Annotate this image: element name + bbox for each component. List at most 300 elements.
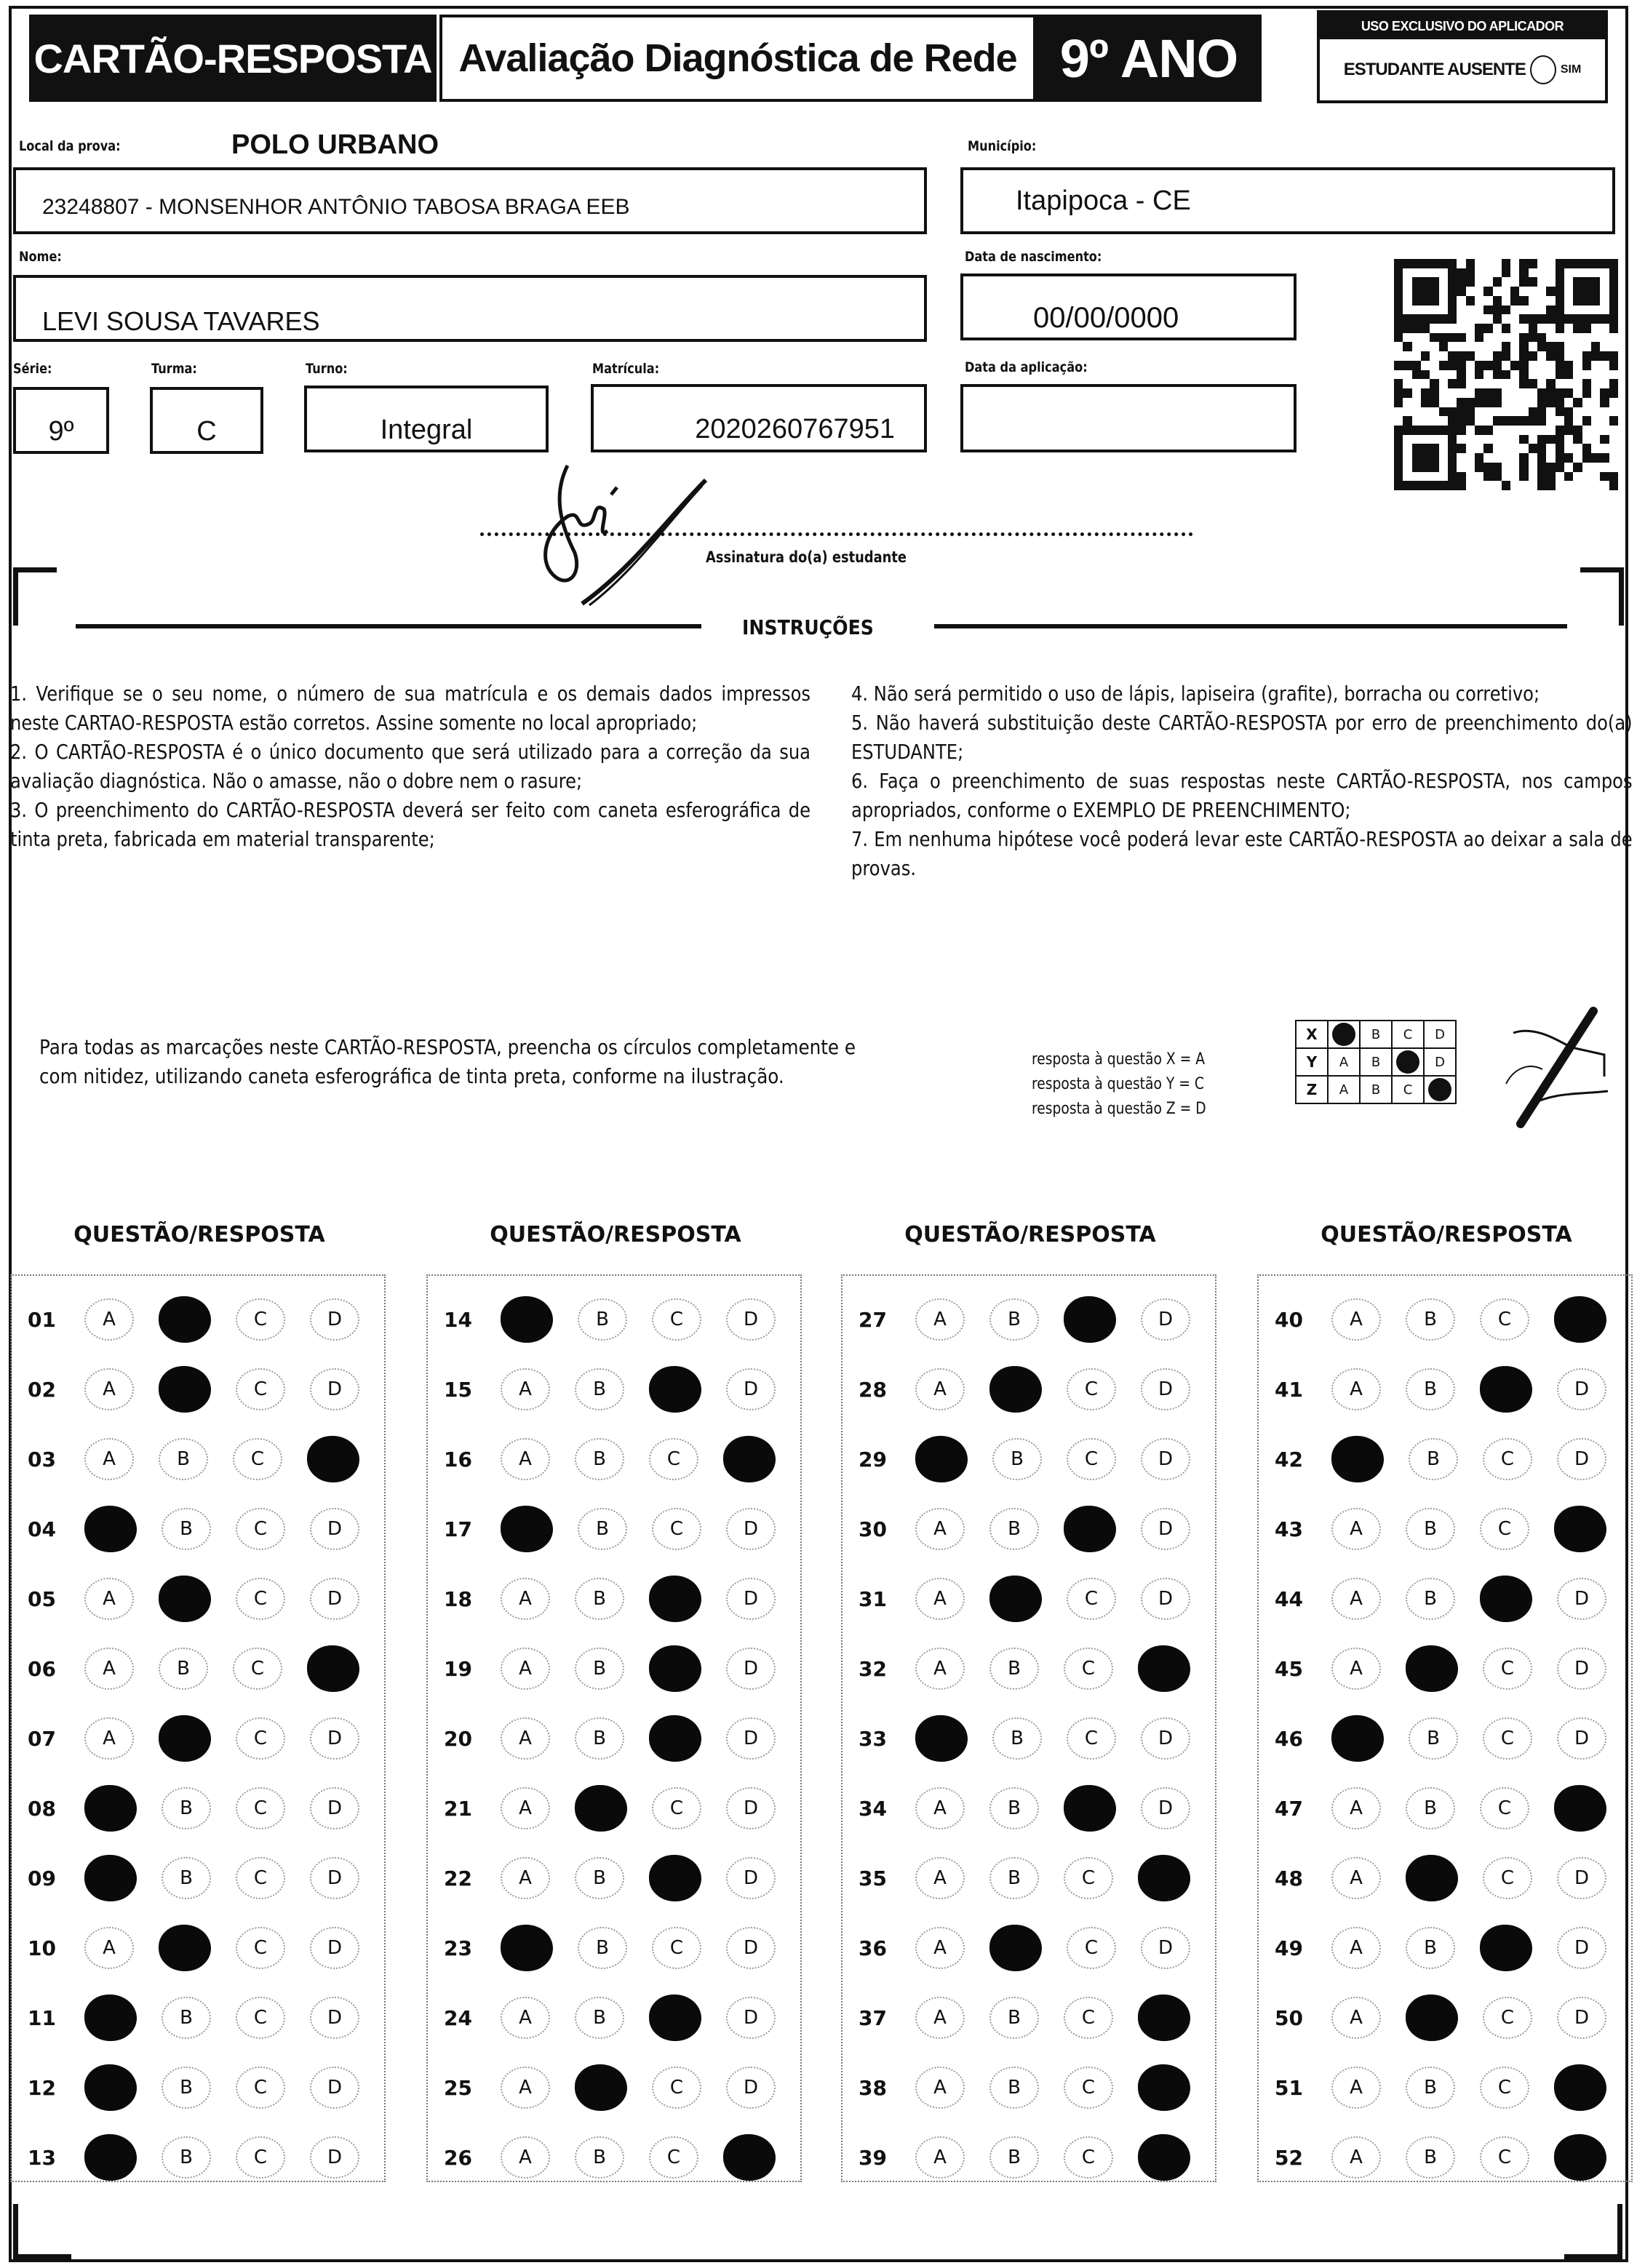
answer-bubble-c[interactable]: C bbox=[1067, 1927, 1116, 1969]
answer-bubble-c[interactable] bbox=[649, 1855, 701, 1901]
answer-bubble-b[interactable]: B bbox=[1409, 1438, 1458, 1480]
answer-bubble-b[interactable] bbox=[989, 1366, 1042, 1413]
question-number: 18 bbox=[444, 1586, 472, 1611]
answer-bubble-d[interactable] bbox=[1554, 2134, 1606, 2181]
instruction-2: 2. O CARTÃO-RESPOSTA é o único documento que será utilizado para a correção da sua avaliação diagnóstica. Não o amasse, não o dobre nem o rasure; bbox=[10, 740, 810, 793]
answer-bubble-a[interactable]: A bbox=[915, 2067, 965, 2109]
question-number: 28 bbox=[859, 1377, 887, 1402]
answer-bubble-a[interactable] bbox=[1331, 1715, 1384, 1762]
answer-bubble-b[interactable]: B bbox=[989, 1508, 1039, 1550]
answer-bubble-a[interactable] bbox=[84, 1855, 137, 1901]
answer-bubble-b[interactable]: B bbox=[989, 2067, 1039, 2109]
question-number: 16 bbox=[444, 1447, 472, 1472]
answer-bubble-d[interactable]: D bbox=[1557, 1648, 1606, 1690]
answer-bubble-c[interactable]: C bbox=[1480, 1298, 1529, 1341]
answer-bubble-b[interactable] bbox=[159, 1925, 211, 1971]
answer-bubble-b[interactable]: B bbox=[162, 1997, 211, 2039]
answer-bubble-c[interactable] bbox=[1480, 1576, 1532, 1622]
answer-bubble-a[interactable] bbox=[501, 1296, 553, 1343]
question-row bbox=[1259, 1843, 1631, 1913]
answer-bubble-c[interactable]: C bbox=[236, 2067, 285, 2109]
answer-bubble-b[interactable]: B bbox=[992, 1438, 1042, 1480]
question-number: 17 bbox=[444, 1517, 472, 1541]
answer-bubble-d[interactable] bbox=[1554, 1506, 1606, 1552]
answer-bubble-c[interactable]: C bbox=[236, 1578, 285, 1620]
answer-bubble-d[interactable] bbox=[1138, 1995, 1190, 2041]
question-number: 27 bbox=[859, 1307, 887, 1332]
answer-bubble-b[interactable]: B bbox=[1406, 1368, 1455, 1410]
answer-bubble-d[interactable]: D bbox=[1557, 1717, 1606, 1760]
answer-bubble-d[interactable]: D bbox=[1141, 1508, 1190, 1550]
answer-bubble-c[interactable]: C bbox=[1064, 2067, 1113, 2109]
example-row-label: X bbox=[1296, 1021, 1328, 1048]
turno-value: Integral bbox=[380, 414, 473, 445]
answer-bubble-a[interactable] bbox=[84, 1995, 137, 2041]
question-number: 40 bbox=[1275, 1307, 1303, 1332]
answer-bubble-d[interactable] bbox=[1138, 1645, 1190, 1692]
answer-bubble-d[interactable]: D bbox=[310, 1997, 359, 2039]
answer-bubble-b[interactable]: B bbox=[989, 1857, 1039, 1899]
example-legend-y: resposta à questão Y = C bbox=[1032, 1075, 1204, 1093]
exam-title: Avaliação Diagnóstica de Rede bbox=[439, 15, 1036, 102]
question-number: 41 bbox=[1275, 1377, 1303, 1402]
question-row bbox=[12, 1564, 384, 1634]
answer-bubble-d[interactable]: D bbox=[1557, 1578, 1606, 1620]
answer-bubble-b[interactable]: B bbox=[575, 1368, 624, 1410]
grade-badge: 9º ANO bbox=[1036, 15, 1262, 102]
question-row bbox=[1259, 2053, 1631, 2123]
answer-bubble-a[interactable]: A bbox=[915, 1298, 965, 1341]
matricula-label: Matrícula: bbox=[592, 361, 660, 377]
answer-bubble-a[interactable]: A bbox=[501, 1368, 550, 1410]
answer-bubble-d[interactable]: D bbox=[1557, 1857, 1606, 1899]
question-row bbox=[428, 2053, 800, 2123]
answer-bubble-b[interactable]: B bbox=[575, 1438, 624, 1480]
question-number: 45 bbox=[1275, 1656, 1303, 1681]
question-number: 06 bbox=[28, 1656, 56, 1681]
answer-bubble-a[interactable]: A bbox=[501, 1648, 550, 1690]
question-number: 14 bbox=[444, 1307, 472, 1332]
answer-bubble-d[interactable] bbox=[723, 2134, 776, 2181]
answer-bubble-d[interactable]: D bbox=[1141, 1438, 1190, 1480]
signature-line bbox=[480, 532, 1193, 536]
answer-bubble-a[interactable]: A bbox=[1331, 1927, 1381, 1969]
answer-bubble-c[interactable]: C bbox=[236, 1857, 285, 1899]
answer-bubble-b[interactable] bbox=[575, 2064, 627, 2111]
answer-bubble-a[interactable]: A bbox=[84, 1368, 134, 1410]
answer-bubble-b[interactable]: B bbox=[575, 2136, 624, 2179]
qr-code bbox=[1394, 259, 1618, 490]
answer-bubble-c[interactable] bbox=[649, 1576, 701, 1622]
answer-bubble-a[interactable]: A bbox=[1331, 1997, 1381, 2039]
answer-bubble-a[interactable]: A bbox=[501, 1787, 550, 1829]
answer-bubble-a[interactable]: A bbox=[1331, 1648, 1381, 1690]
question-number: 43 bbox=[1275, 1517, 1303, 1541]
answer-bubble-b[interactable] bbox=[1406, 1645, 1458, 1692]
answer-bubble-b[interactable]: B bbox=[162, 1508, 211, 1550]
answer-bubble-c[interactable]: C bbox=[236, 2136, 285, 2179]
answer-bubble-d[interactable]: D bbox=[726, 1997, 776, 2039]
example-empty-bubble: A bbox=[1328, 1048, 1360, 1076]
answer-bubble-b[interactable]: B bbox=[162, 1787, 211, 1829]
absent-option-label: SIM bbox=[1560, 63, 1582, 76]
answer-bubble-b[interactable]: B bbox=[989, 1787, 1039, 1829]
answer-bubble-b[interactable]: B bbox=[989, 1648, 1039, 1690]
question-number: 13 bbox=[28, 2145, 56, 2170]
turma-value: C bbox=[196, 415, 217, 447]
answer-bubble-a[interactable]: A bbox=[1331, 1368, 1381, 1410]
answer-bubble-c[interactable] bbox=[1064, 1296, 1116, 1343]
answer-bubble-a[interactable]: A bbox=[501, 2136, 550, 2179]
answer-bubble-c[interactable] bbox=[649, 1366, 701, 1413]
answer-bubble-d[interactable]: D bbox=[1557, 1368, 1606, 1410]
answer-bubble-d[interactable]: D bbox=[1141, 1298, 1190, 1341]
answer-bubble-a[interactable]: A bbox=[84, 1298, 134, 1341]
question-number: 42 bbox=[1275, 1447, 1303, 1472]
question-row bbox=[12, 2123, 384, 2192]
answer-bubble-b[interactable]: B bbox=[1406, 1578, 1455, 1620]
answer-bubble-a[interactable] bbox=[915, 1436, 968, 1482]
answer-bubble-b[interactable]: B bbox=[1406, 1508, 1455, 1550]
example-empty-bubble: C bbox=[1392, 1076, 1424, 1103]
answer-bubble-d[interactable] bbox=[307, 1645, 359, 1692]
answer-bubble-a[interactable]: A bbox=[1331, 2067, 1381, 2109]
answer-bubble-c[interactable] bbox=[1064, 1506, 1116, 1552]
answer-bubble-c[interactable]: C bbox=[1064, 1997, 1113, 2039]
answer-bubble-b[interactable]: B bbox=[1406, 1787, 1455, 1829]
answer-bubble-c[interactable]: C bbox=[1067, 1717, 1116, 1760]
question-row bbox=[1259, 1913, 1631, 1983]
question-row bbox=[843, 2123, 1215, 2192]
question-row bbox=[428, 1354, 800, 1424]
answer-bubble-a[interactable]: A bbox=[501, 1857, 550, 1899]
answer-bubble-d[interactable]: D bbox=[310, 1578, 359, 1620]
answer-bubble-d[interactable]: D bbox=[1141, 1787, 1190, 1829]
answer-bubble-c[interactable]: C bbox=[652, 1508, 701, 1550]
answer-bubble-c[interactable]: C bbox=[1480, 2067, 1529, 2109]
matricula-field bbox=[591, 384, 927, 452]
answer-bubble-b[interactable]: B bbox=[159, 1648, 208, 1690]
question-row bbox=[12, 1354, 384, 1424]
answer-bubble-b[interactable] bbox=[1406, 1995, 1458, 2041]
question-number: 48 bbox=[1275, 1866, 1303, 1890]
answer-bubble-c[interactable]: C bbox=[1483, 1717, 1532, 1760]
answer-bubble-d[interactable] bbox=[1138, 2064, 1190, 2111]
answer-bubble-a[interactable]: A bbox=[84, 1648, 134, 1690]
answer-bubble-a[interactable]: A bbox=[915, 1787, 965, 1829]
question-number: 46 bbox=[1275, 1726, 1303, 1751]
turno-field bbox=[304, 386, 549, 452]
answer-bubble-b[interactable] bbox=[159, 1296, 211, 1343]
answer-bubble-d[interactable] bbox=[307, 1436, 359, 1482]
example-row bbox=[1296, 1021, 1456, 1048]
answer-bubble-c[interactable]: C bbox=[233, 1648, 282, 1690]
instructions-rule-left bbox=[76, 624, 701, 628]
question-row bbox=[843, 1424, 1215, 1494]
answer-bubble-d[interactable]: D bbox=[310, 1927, 359, 1969]
answer-bubble-d[interactable]: D bbox=[726, 1787, 776, 1829]
example-empty-bubble: B bbox=[1360, 1048, 1392, 1076]
question-row bbox=[428, 1424, 800, 1494]
answer-bubble-a[interactable] bbox=[501, 1925, 553, 1971]
answer-bubble-b[interactable]: B bbox=[578, 1298, 627, 1341]
answer-bubble-c[interactable] bbox=[1480, 1925, 1532, 1971]
question-number: 39 bbox=[859, 2145, 887, 2170]
answer-bubble-d[interactable]: D bbox=[1557, 1997, 1606, 2039]
answer-bubble-a[interactable]: A bbox=[1331, 1857, 1381, 1899]
question-number: 31 bbox=[859, 1586, 887, 1611]
answer-bubble-b[interactable]: B bbox=[575, 1857, 624, 1899]
answer-bubble-d[interactable]: D bbox=[310, 1787, 359, 1829]
question-row bbox=[843, 1843, 1215, 1913]
answer-bubble-d[interactable] bbox=[1138, 2134, 1190, 2181]
answer-bubble-a[interactable]: A bbox=[501, 1717, 550, 1760]
question-number: 38 bbox=[859, 2075, 887, 2100]
question-row bbox=[12, 1983, 384, 2053]
answer-bubble-b[interactable]: B bbox=[1406, 1927, 1455, 1969]
answer-bubble-d[interactable]: D bbox=[310, 1298, 359, 1341]
aplicacao-field[interactable] bbox=[960, 384, 1297, 452]
answer-bubble-a[interactable]: A bbox=[1331, 1508, 1381, 1550]
answer-bubble-b[interactable]: B bbox=[989, 1298, 1039, 1341]
answer-bubble-d[interactable]: D bbox=[726, 2067, 776, 2109]
answer-bubble-c[interactable] bbox=[649, 1995, 701, 2041]
answer-bubble-c[interactable]: C bbox=[236, 1298, 285, 1341]
answer-bubble-c[interactable]: C bbox=[1480, 1787, 1529, 1829]
answer-bubble-a[interactable] bbox=[501, 1506, 553, 1552]
nome-field bbox=[13, 275, 927, 342]
card-title: CARTÃO-RESPOSTA bbox=[29, 15, 437, 102]
instruction-7: 7. Em nenhuma hipótese você poderá levar este CARTÃO-RESPOSTA ao deixar a sala de provas. bbox=[851, 828, 1633, 880]
answer-bubble-a[interactable]: A bbox=[84, 1927, 134, 1969]
answer-bubble-a[interactable]: A bbox=[915, 1648, 965, 1690]
answer-bubble-a[interactable]: A bbox=[1331, 1787, 1381, 1829]
question-row bbox=[1259, 1424, 1631, 1494]
instruction-1: 1. Verifique se o seu nome, o número de sua matrícula e os demais dados impressos neste CARTAO-RESPOSTA estão corretos. Assine somente no local apropriado; bbox=[10, 682, 810, 735]
answer-bubble-a[interactable]: A bbox=[915, 2136, 965, 2179]
answer-bubble-d[interactable]: D bbox=[1557, 1927, 1606, 1969]
absent-label: ESTUDANTE AUSENTE bbox=[1343, 60, 1526, 79]
answer-bubble-d[interactable]: D bbox=[726, 1508, 776, 1550]
answer-bubble-a[interactable]: A bbox=[915, 1368, 965, 1410]
answer-bubble-c[interactable]: C bbox=[652, 1787, 701, 1829]
answer-bubble-c[interactable]: C bbox=[652, 1927, 701, 1969]
answer-bubble-c[interactable]: C bbox=[236, 1787, 285, 1829]
answer-bubble-d[interactable] bbox=[723, 1436, 776, 1482]
answer-bubble-b[interactable]: B bbox=[992, 1717, 1042, 1760]
answer-bubble-a[interactable]: A bbox=[501, 1997, 550, 2039]
question-number: 26 bbox=[444, 2145, 472, 2170]
answer-bubble-c[interactable] bbox=[649, 1645, 701, 1692]
nascimento-field bbox=[960, 273, 1297, 340]
answer-bubble-a[interactable]: A bbox=[915, 1857, 965, 1899]
answer-bubble-c[interactable]: C bbox=[1064, 1648, 1113, 1690]
answer-bubble-b[interactable] bbox=[989, 1925, 1042, 1971]
answer-bubble-b[interactable]: B bbox=[989, 1997, 1039, 2039]
question-number: 51 bbox=[1275, 2075, 1303, 2100]
answer-bubble-c[interactable]: C bbox=[649, 2136, 698, 2179]
answer-bubble-c[interactable]: C bbox=[1064, 2136, 1113, 2179]
answer-bubble-c[interactable]: C bbox=[652, 1298, 701, 1341]
answer-bubble-c[interactable]: C bbox=[1480, 2136, 1529, 2179]
answer-bubble-d[interactable]: D bbox=[726, 1717, 776, 1760]
answer-bubble-c[interactable]: C bbox=[236, 1717, 285, 1760]
question-number: 25 bbox=[444, 2075, 472, 2100]
answer-bubble-d[interactable]: D bbox=[310, 1717, 359, 1760]
answer-bubble-d[interactable]: D bbox=[726, 1648, 776, 1690]
answer-bubble-c[interactable]: C bbox=[1067, 1578, 1116, 1620]
answer-bubble-b[interactable]: B bbox=[575, 1578, 624, 1620]
answer-bubble-b[interactable]: B bbox=[162, 1857, 211, 1899]
answer-bubble-c[interactable]: C bbox=[1067, 1368, 1116, 1410]
answer-bubble-d[interactable]: D bbox=[310, 1508, 359, 1550]
example-row bbox=[1296, 1048, 1456, 1076]
question-row bbox=[428, 1285, 800, 1354]
answer-bubble-a[interactable]: A bbox=[501, 1578, 550, 1620]
aplicacao-label: Data da aplicação: bbox=[965, 359, 1088, 375]
answer-bubble-b[interactable]: B bbox=[1406, 1298, 1455, 1341]
answer-bubble-c[interactable]: C bbox=[1483, 1857, 1532, 1899]
answer-bubble-c[interactable] bbox=[649, 1715, 701, 1762]
answer-bubble-c[interactable]: C bbox=[236, 1997, 285, 2039]
applicator-box-title: USO EXCLUSIVO DO APLICADOR bbox=[1320, 13, 1605, 39]
answer-bubble-a[interactable]: A bbox=[84, 1578, 134, 1620]
question-row bbox=[12, 1634, 384, 1704]
example-empty-bubble: B bbox=[1360, 1021, 1392, 1048]
answer-bubble-d[interactable]: D bbox=[726, 1578, 776, 1620]
answer-bubble-d[interactable]: D bbox=[726, 1368, 776, 1410]
answer-bubble-d[interactable] bbox=[1554, 1296, 1606, 1343]
answer-bubble-b[interactable]: B bbox=[578, 1508, 627, 1550]
answer-bubble-d[interactable]: D bbox=[1141, 1578, 1190, 1620]
answer-bubble-a[interactable]: A bbox=[1331, 2136, 1381, 2179]
municipio-value: Itapipoca - CE bbox=[1016, 185, 1191, 216]
answer-bubble-d[interactable]: D bbox=[1557, 1438, 1606, 1480]
answer-bubble-d[interactable]: D bbox=[310, 1857, 359, 1899]
answer-bubble-b[interactable] bbox=[159, 1715, 211, 1762]
answer-bubble-d[interactable]: D bbox=[310, 2136, 359, 2179]
absent-radio[interactable] bbox=[1530, 55, 1556, 84]
answer-bubble-c[interactable] bbox=[1480, 1366, 1532, 1413]
question-row bbox=[1259, 1983, 1631, 2053]
answer-bubble-a[interactable] bbox=[84, 2134, 137, 2181]
answer-bubble-b[interactable] bbox=[575, 1785, 627, 1832]
answer-bubble-d[interactable]: D bbox=[726, 1927, 776, 1969]
question-row bbox=[12, 1285, 384, 1354]
answer-bubble-b[interactable]: B bbox=[575, 1717, 624, 1760]
answer-bubble-d[interactable]: D bbox=[310, 1368, 359, 1410]
answer-bubble-a[interactable]: A bbox=[84, 1717, 134, 1760]
question-row bbox=[1259, 1354, 1631, 1424]
answer-bubble-c[interactable]: C bbox=[1480, 1508, 1529, 1550]
answer-bubble-d[interactable]: D bbox=[310, 2067, 359, 2109]
answer-bubble-b[interactable]: B bbox=[575, 1997, 624, 2039]
answer-bubble-d[interactable] bbox=[1554, 1785, 1606, 1832]
answer-bubble-d[interactable]: D bbox=[726, 1298, 776, 1341]
question-number: 32 bbox=[859, 1656, 887, 1681]
example-empty-bubble: A bbox=[1328, 1076, 1360, 1103]
answer-bubble-c[interactable]: C bbox=[649, 1438, 698, 1480]
question-number: 44 bbox=[1275, 1586, 1303, 1611]
example-empty-bubble: D bbox=[1424, 1021, 1456, 1048]
answer-bubble-a[interactable] bbox=[84, 2064, 137, 2111]
answer-bubble-c[interactable]: C bbox=[1064, 1857, 1113, 1899]
answer-bubble-d[interactable]: D bbox=[1141, 1368, 1190, 1410]
answer-bubble-c[interactable]: C bbox=[236, 1927, 285, 1969]
answer-bubble-b[interactable]: B bbox=[162, 2136, 211, 2179]
answer-bubble-a[interactable]: A bbox=[915, 1997, 965, 2039]
question-number: 02 bbox=[28, 1377, 56, 1402]
municipio-label: Município: bbox=[968, 138, 1037, 154]
answer-bubble-a[interactable]: A bbox=[915, 1578, 965, 1620]
instructions-right bbox=[851, 679, 1633, 883]
answer-bubble-b[interactable] bbox=[159, 1366, 211, 1413]
answer-bubble-b[interactable]: B bbox=[1406, 2067, 1455, 2109]
answer-bubble-b[interactable] bbox=[989, 1576, 1042, 1622]
answer-bubble-c[interactable]: C bbox=[236, 1368, 285, 1410]
question-row bbox=[843, 1564, 1215, 1634]
answer-bubble-c[interactable] bbox=[1064, 1785, 1116, 1832]
answer-bubble-a[interactable]: A bbox=[915, 1508, 965, 1550]
answer-bubble-a[interactable]: A bbox=[84, 1438, 134, 1480]
answer-bubble-b[interactable]: B bbox=[1409, 1717, 1458, 1760]
answer-column-header: QUESTÃO/RESPOSTA bbox=[73, 1222, 325, 1247]
question-number: 05 bbox=[28, 1586, 56, 1611]
example-empty-bubble: C bbox=[1392, 1021, 1424, 1048]
answer-bubble-b[interactable]: B bbox=[578, 1927, 627, 1969]
serie-field bbox=[13, 387, 109, 454]
answer-bubble-b[interactable]: B bbox=[575, 1648, 624, 1690]
question-number: 52 bbox=[1275, 2145, 1303, 2170]
answer-bubble-a[interactable] bbox=[84, 1506, 137, 1552]
answer-bubble-a[interactable]: A bbox=[501, 2067, 550, 2109]
answer-bubble-b[interactable] bbox=[1406, 1855, 1458, 1901]
answer-bubble-d[interactable]: D bbox=[1141, 1927, 1190, 1969]
answer-bubble-c[interactable]: C bbox=[233, 1438, 282, 1480]
answer-bubble-b[interactable]: B bbox=[1406, 2136, 1455, 2179]
question-row bbox=[428, 1843, 800, 1913]
answer-bubble-d[interactable] bbox=[1138, 1855, 1190, 1901]
answer-bubble-a[interactable] bbox=[84, 1785, 137, 1832]
answer-bubble-c[interactable]: C bbox=[1483, 1438, 1532, 1480]
corner-mark-top-right bbox=[1580, 567, 1624, 626]
answer-bubble-a[interactable] bbox=[1331, 1436, 1384, 1482]
answer-bubble-a[interactable] bbox=[915, 1715, 968, 1762]
question-row bbox=[843, 1913, 1215, 1983]
answer-bubble-c[interactable]: C bbox=[1483, 1997, 1532, 2039]
answer-bubble-a[interactable]: A bbox=[501, 1438, 550, 1480]
answer-bubble-b[interactable] bbox=[159, 1576, 211, 1622]
instruction-4: 4. Não será permitido o uso de lápis, lapiseira (grafite), borracha ou corretivo; bbox=[851, 682, 1540, 706]
question-number: 10 bbox=[28, 1936, 56, 1960]
answer-bubble-a[interactable]: A bbox=[1331, 1578, 1381, 1620]
answer-bubble-c[interactable]: C bbox=[1067, 1438, 1116, 1480]
answer-bubble-a[interactable]: A bbox=[1331, 1298, 1381, 1341]
answer-bubble-a[interactable]: A bbox=[915, 1927, 965, 1969]
answer-bubble-d[interactable] bbox=[1554, 2064, 1606, 2111]
answer-bubble-d[interactable]: D bbox=[726, 1857, 776, 1899]
question-row bbox=[12, 1913, 384, 1983]
example-empty-bubble: D bbox=[1424, 1048, 1456, 1076]
answer-bubble-b[interactable]: B bbox=[159, 1438, 208, 1480]
answer-bubble-b[interactable]: B bbox=[162, 2067, 211, 2109]
answer-bubble-c[interactable]: C bbox=[236, 1508, 285, 1550]
answer-bubble-c[interactable]: C bbox=[652, 2067, 701, 2109]
answer-bubble-b[interactable]: B bbox=[989, 2136, 1039, 2179]
question-number: 22 bbox=[444, 1866, 472, 1890]
answer-bubble-c[interactable]: C bbox=[1483, 1648, 1532, 1690]
answer-bubble-d[interactable]: D bbox=[1141, 1717, 1190, 1760]
